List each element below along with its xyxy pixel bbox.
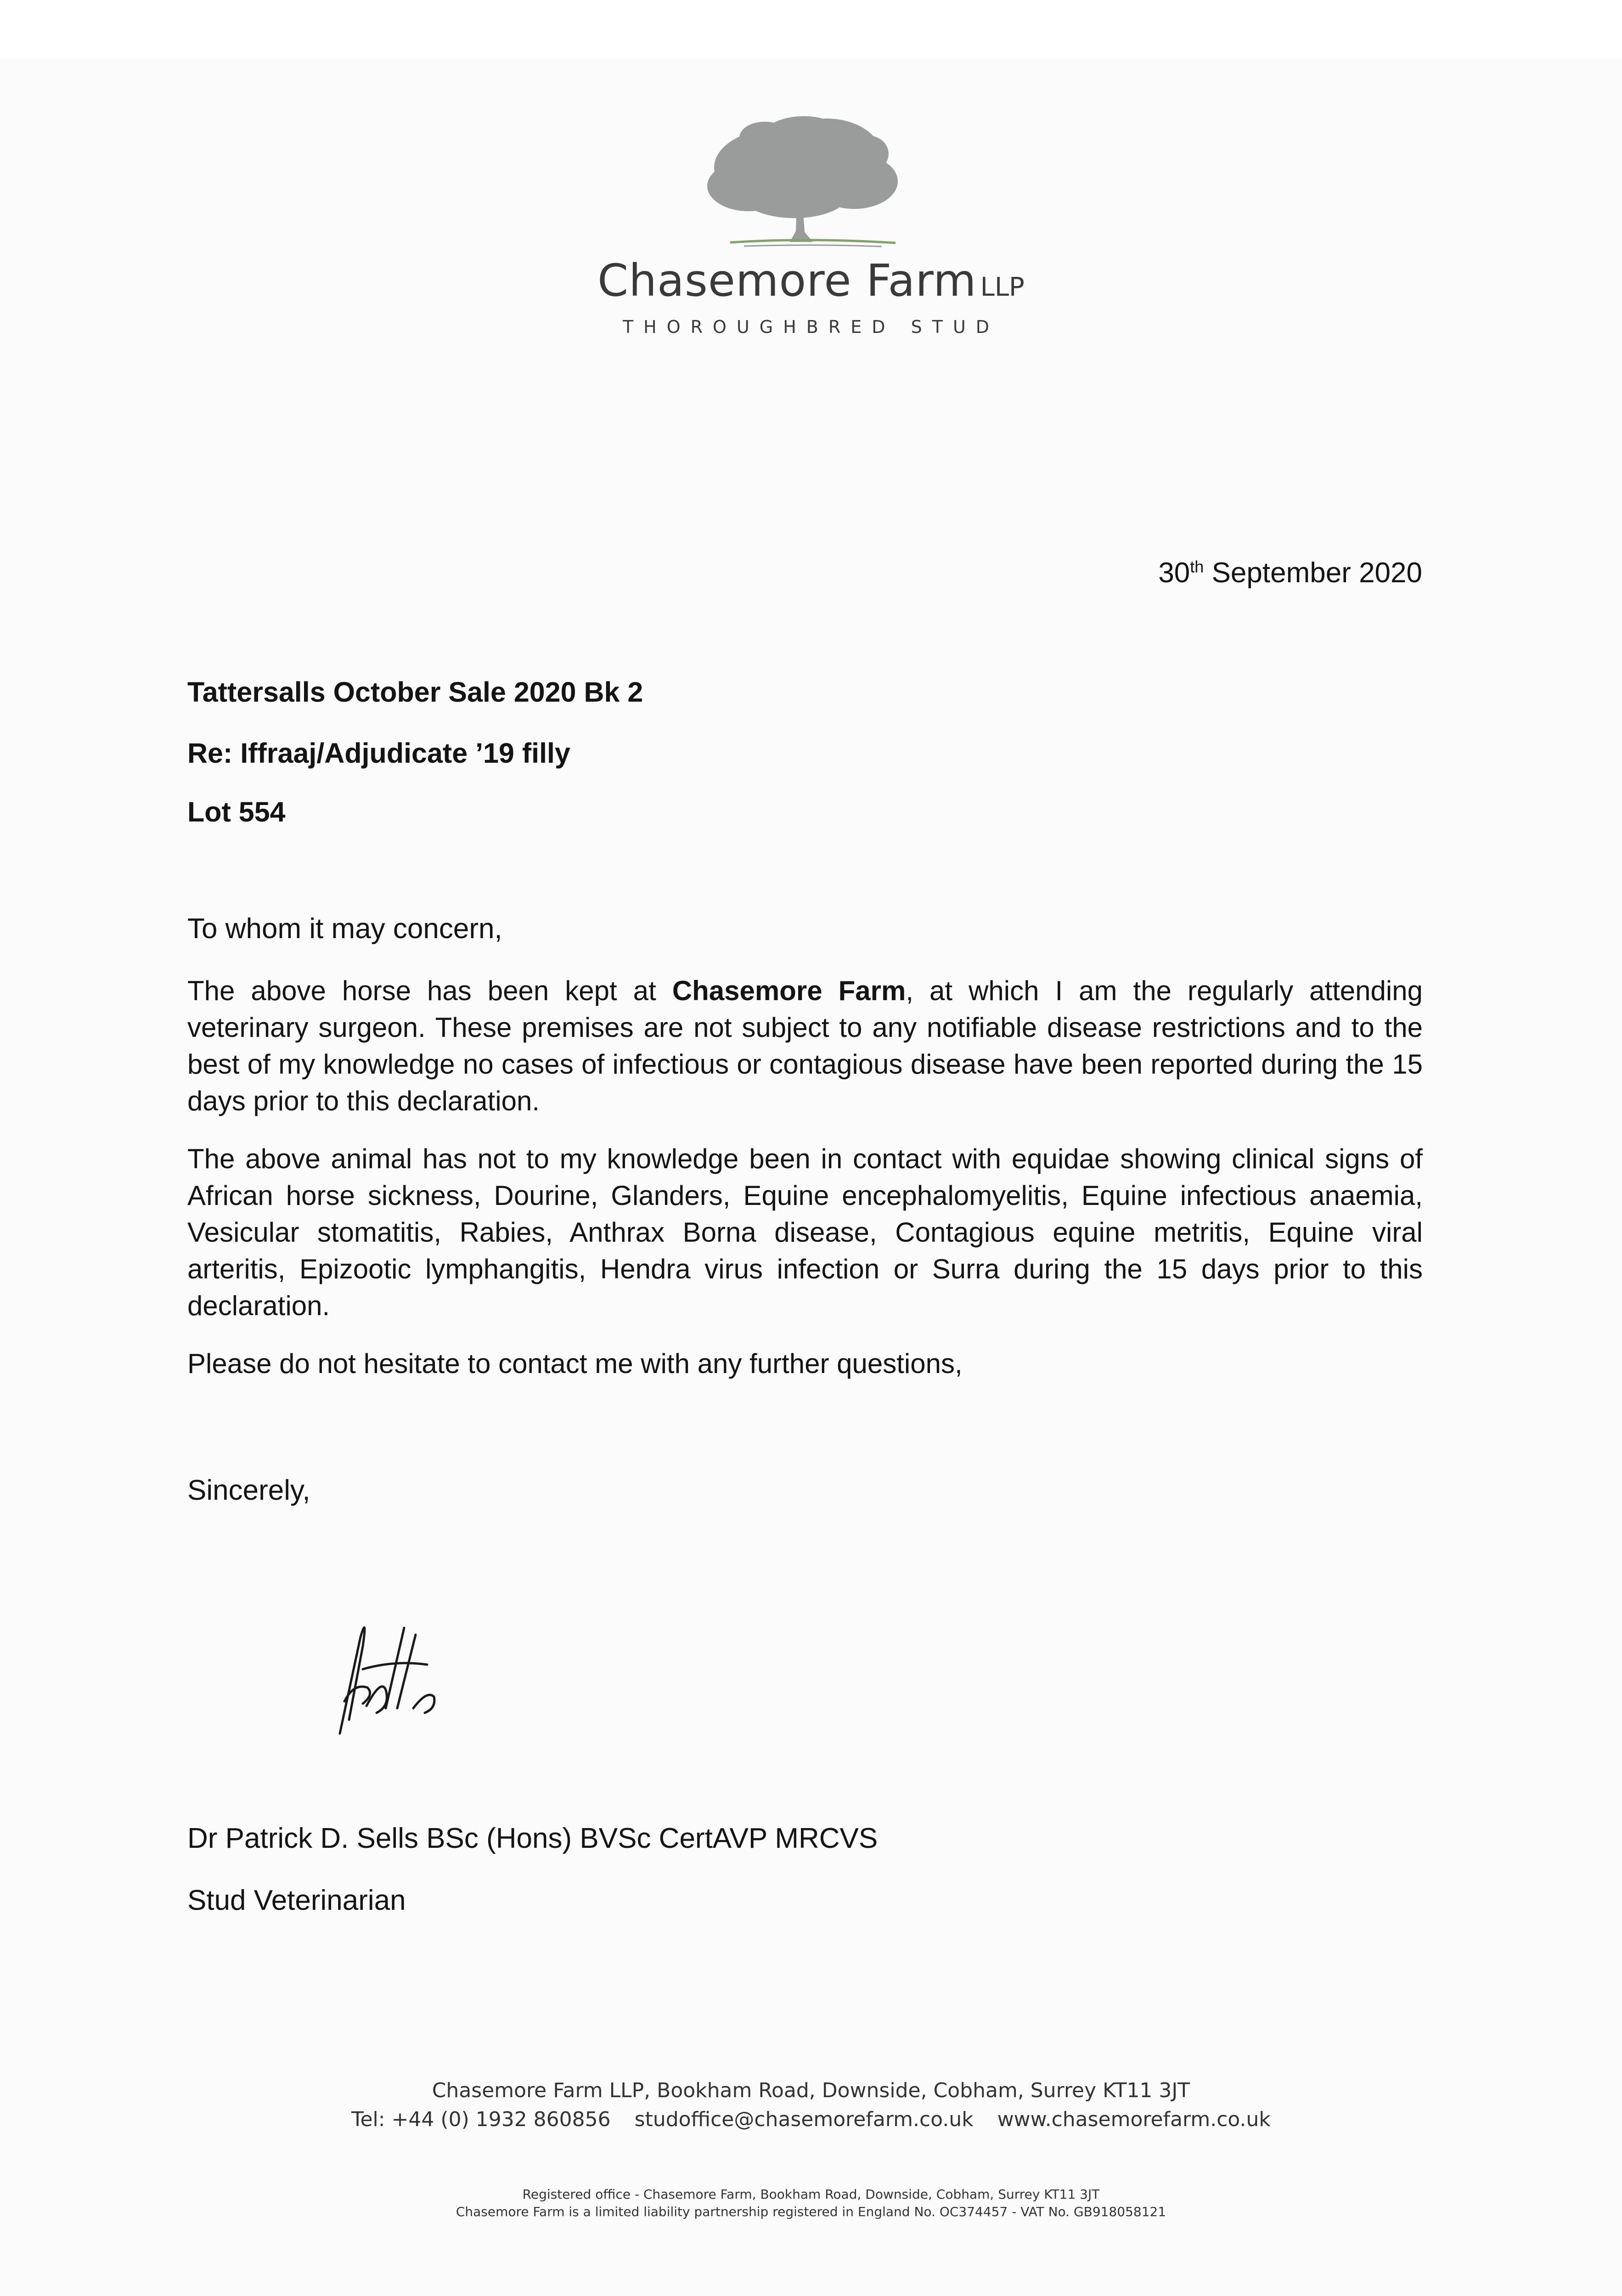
signatory-title: Stud Veterinarian [187,1885,406,1916]
paragraph-further-questions: Please do not hesitate to contact me with any further questions, [187,1348,963,1379]
footer-email[interactable]: studoffice@chasemorefarm.co.uk [634,2108,974,2131]
sale-reference: Tattersalls October Sale 2020 Bk 2 [187,676,643,708]
brand-name: Chasemore Farm [597,255,977,306]
scan-top-border [0,0,1622,59]
footer-website[interactable]: www.chasemorefarm.co.uk [997,2108,1271,2131]
signatory-name: Dr Patrick D. Sells BSc (Hons) BVSc CertAVP MRCVS [187,1823,878,1854]
footer-tel: Tel: +44 (0) 1932 860856 [351,2108,611,2131]
date-month-year: September 2020 [1211,557,1422,589]
date-day: 30 [1158,557,1190,589]
date-ordinal: th [1190,557,1204,576]
footer-address: Chasemore Farm LLP, Bookham Road, Downside, Cobham, Surrey KT11 3JT [432,2079,1190,2102]
subject-line: Re: Iffraaj/Adjudicate ’19 filly [187,737,570,769]
letter-date [1158,557,1422,589]
letterhead-brand [0,255,1622,306]
paragraph-premises-text-end: , at which I am the regularly attending veterinary surgeon. These premises are not subject to any notifiable disease restrictions and to the best of my knowledge no cases of infectious or contagious disease have been reported during the 15 days prior to this declaration. [187,975,1423,1116]
paragraph-disease-contact: The above animal has not to my knowledge been in contact with equidae showing clinical signs of African horse sickness, Dourine, Glanders, Equine encephalomyelitis, Equine infectious anaemia, Vesicular stomatitis, Rabies, Anthrax Borna disease, Contagious equine metritis, Equine viral arteritis, Epizootic lymphangitis, Hendra virus infection or Surra during the 15 days prior to this declaration. [187,1143,1423,1321]
footer-registered-office: Registered office - Chasemore Farm, Bookham Road, Downside, Cobham, Surrey KT11 3JT [522,2187,1100,2202]
tree-logo [680,113,937,264]
letter-body [187,973,1423,1382]
paragraph-premises-text-start: The above horse has been kept at [187,975,672,1006]
farm-name-bold: Chasemore Farm [672,975,906,1006]
lot-number: Lot 554 [187,796,286,827]
footer-contact [0,2108,1622,2131]
handwritten-signature [317,1609,450,1747]
brand-tagline: THOROUGHBRED STUD [622,317,1000,337]
valediction: Sincerely, [187,1474,310,1506]
salutation: To whom it may concern, [187,913,502,945]
paragraph-premises [187,973,1423,1120]
footer-legal: Chasemore Farm is a limited liability partnership registered in England No. OC374457 - VAT No. GB918058121 [456,2204,1166,2219]
brand-suffix: LLP [980,272,1025,302]
